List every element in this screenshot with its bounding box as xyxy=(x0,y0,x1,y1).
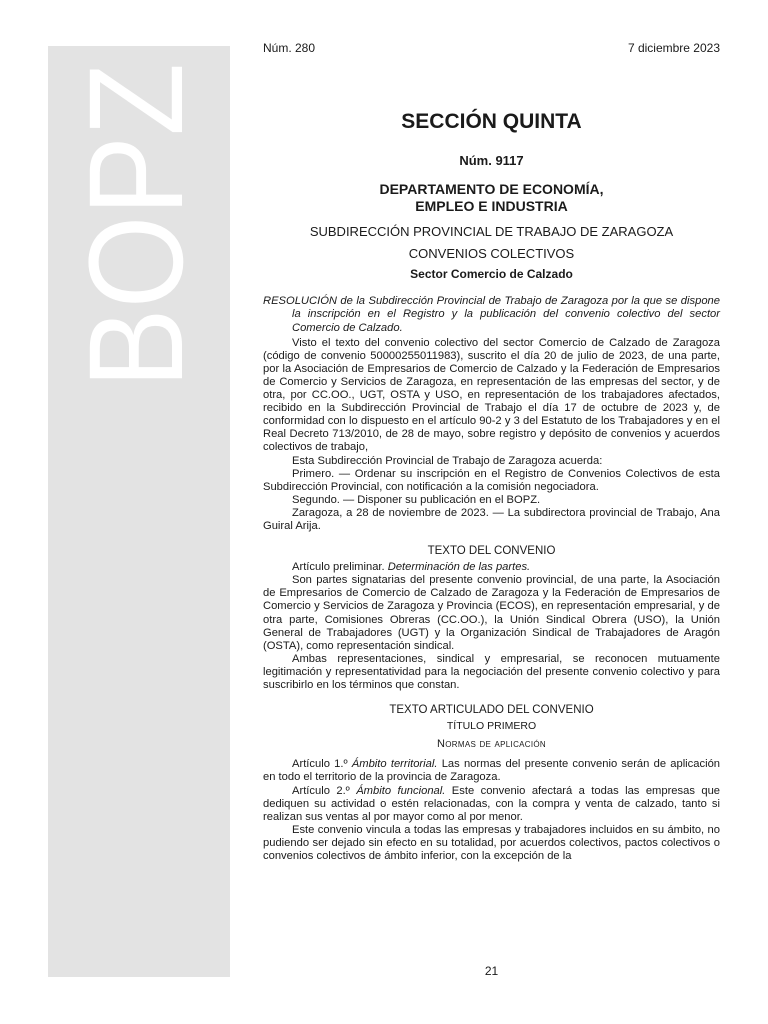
texto-convenio-heading: TEXTO DEL CONVENIO xyxy=(427,545,556,558)
article-preliminar xyxy=(263,561,720,574)
titulo-primero: TÍTULO PRIMERO xyxy=(446,720,537,733)
page-number: 21 xyxy=(484,964,499,978)
article-2 xyxy=(263,785,720,824)
resolution-line: RESOLUCIÓN de la Subdirección Provincial de Trabajo de Zaragoza por la que se dispone la inscripción en el Registro y la publicación del convenio colectivo del sector Comercio de Calzado. xyxy=(263,295,720,334)
article-2-title: Ámbito funcional. xyxy=(356,784,446,797)
issue-date: 7 diciembre 2023 xyxy=(627,41,720,55)
bopz-logo-text: BOPZ xyxy=(62,23,211,388)
section-title: SECCIÓN QUINTA xyxy=(401,110,582,133)
paragraph-vincula: Este convenio vincula a todas las empresas y trabajadores incluidos en su ámbito, no pudiendo ser dejado sin efecto en su totalidad, por acuerdos colectivos, pactos colectivos o convenios colectivos de ámbito inferior, con la excepción de la xyxy=(263,823,720,863)
document-content xyxy=(263,42,720,863)
article-2-label: Artículo 2.º xyxy=(292,784,350,797)
normas-text: Normas de aplicación xyxy=(437,738,546,751)
paragraph-segundo: Segundo. — Disponer su publicación en el BOPZ. xyxy=(292,493,541,506)
bopz-logo xyxy=(62,23,211,390)
article-1-title: Ámbito territorial. xyxy=(351,758,438,771)
department-line-2: EMPLEO E INDUSTRIA xyxy=(415,198,568,215)
paragraph-ambas: Ambas representaciones, sindical y empresarial, se reconocen mutuamente legitimación y representatividad para la negociación del presente convenio colectivo y para suscribirlo en los términos que constan. xyxy=(263,652,720,691)
paragraph-primero: Primero. — Ordenar su inscripción en el Registro de Convenios Colectivos de esta Subdirección Provincial, con notificación a la comisión negociadora. xyxy=(263,467,720,493)
agreements-title: CONVENIOS COLECTIVOS xyxy=(408,246,575,262)
page-header xyxy=(263,42,720,58)
normas-heading xyxy=(263,738,720,751)
article-preliminar-title: Determinación de las partes. xyxy=(387,561,531,574)
paragraph-visto: Visto el texto del convenio colectivo del sector Comercio de Calzado de Zaragoza (código de convenio 50000255011983), suscrito el día 20 de julio de 2023, de una parte, por la Asociación de Empresarios de Comercio de Calzado y la Federación de Empresarios de Comercio y Servicios de Zaragoza, en representación de las empresas del sector, y de otra, por CC.OO., UGT, OSTA y USO, en representación de los trabajadores afectados, recibido en la Subdirección Provincial de Trabajo el día 17 de octubre de 2023 y, de conformidad con lo dispuesto en el artículo 90-2 y 3 del Estatuto de los Trabajadores y en el Real Decreto 713/2010, de 28 de mayo, sobre registro y depósito de convenios y acuerdos colectivos de trabajo, xyxy=(263,336,720,454)
article-preliminar-label: Artículo preliminar. xyxy=(292,561,385,574)
subdirection-title: SUBDIRECCIÓN PROVINCIAL DE TRABAJO DE ZARAGOZA xyxy=(309,224,674,240)
issue-number: Núm. 280 xyxy=(263,41,316,55)
article-1-text: Las normas del presente convenio serán de aplicación en todo el territorio de la provincia de Zaragoza. xyxy=(263,758,721,784)
paragraph-partes: Son partes signatarias del presente convenio provincial, de una parte, la Asociación de Empresarios de Comercio de Calzado de Zaragoza y la Federación de Empresarios de Comercio y Servicios de Zaragoza y Provincia (ECOS), en representación empresarial, y de otra parte, Comisiones Obreras (CC.OO.), la Unión Sindical Obrera (USO), la Unión General de Trabajadores (UGT) y la Organización Sindical de Trabajadores de Aragón (OSTA), como representación sindical. xyxy=(263,574,720,652)
articulado-heading: TEXTO ARTICULADO DEL CONVENIO xyxy=(389,704,594,717)
department-title xyxy=(263,181,720,215)
paragraph-firma: Zaragoza, a 28 de noviembre de 2023. — La subdirectora provincial de Trabajo, Ana Guiral Arija. xyxy=(263,506,720,532)
sector-title: Sector Comercio de Calzado xyxy=(410,267,573,282)
announcement-number: Núm. 9117 xyxy=(459,153,524,168)
department-line-1: DEPARTAMENTO DE ECONOMÍA, xyxy=(379,181,604,198)
article-1-label: Artículo 1.º xyxy=(292,758,348,771)
resolution-text xyxy=(263,295,720,334)
paragraph-acuerda: Esta Subdirección Provincial de Trabajo de Zaragoza acuerda: xyxy=(292,454,603,467)
article-2-text: Este convenio afectará a todas las empresas que dediquen su actividad o estén relacionadas, con la compra y venta de calzado, tanto si realizan sus ventas al por mayor como al por menor. xyxy=(263,784,721,823)
article-1 xyxy=(263,758,720,784)
